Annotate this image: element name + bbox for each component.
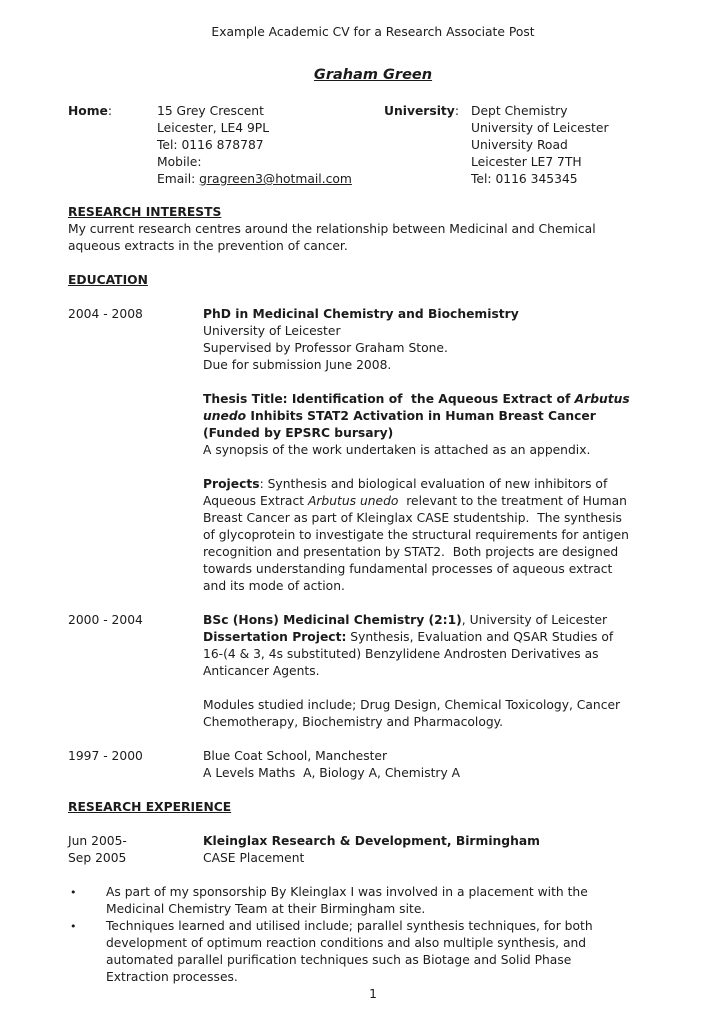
text-run: Inhibits STAT2 Activation in Human Breast Cancer <box>246 409 596 423</box>
text-line: and its mode of action. <box>203 579 345 593</box>
text-line: Dept Chemistry <box>471 104 568 118</box>
research-experience-heading: RESEARCH EXPERIENCE <box>68 800 232 814</box>
bullet-text <box>106 884 678 918</box>
text-line: A Levels Maths A, Biology A, Chemistry A <box>203 766 461 780</box>
home-address <box>157 103 384 188</box>
text-line: Extraction processes. <box>106 970 238 984</box>
entry-dates: 2000 - 2004 <box>68 613 143 627</box>
text-run: Synthesis, Evaluation and QSAR Studies of <box>346 630 614 644</box>
text-line: My current research centres around the relationship between Medicinal and Chemical <box>68 222 596 236</box>
text-line: of glycoprotein to investigate the structural requirements for antigen <box>203 528 629 542</box>
entry-body <box>203 748 678 782</box>
section-research-interests <box>68 204 678 255</box>
text-line: Modules studied include; Drug Design, Chemical Toxicology, Cancer <box>203 698 621 712</box>
text-line: recognition and presentation by STAT2. Both projects are designed <box>203 545 619 559</box>
entry-dates: 2004 - 2008 <box>68 307 143 321</box>
text-line: Anticancer Agents. <box>203 664 320 678</box>
research-interests-heading: RESEARCH INTERESTS <box>68 205 222 219</box>
text-run: : <box>107 104 113 118</box>
text-run: : Synthesis and biological evaluation of new inhibitors of <box>259 477 608 491</box>
text-line: automated parallel purification techniques such as Biotage and Solid Phase <box>106 953 572 967</box>
bullet-icon: • <box>70 886 77 899</box>
home-label <box>68 103 157 188</box>
university-label <box>384 103 471 188</box>
text-line: Techniques learned and utilised include; parallel synthesis techniques, for both <box>106 919 593 933</box>
text-run: PhD in Medicinal Chemistry and Biochemistry <box>203 307 519 321</box>
text-line: University Road <box>471 138 568 152</box>
bsc-modules-paragraph <box>203 697 678 731</box>
text-line <box>203 476 678 493</box>
email-line <box>157 171 384 188</box>
text-line <box>203 612 678 629</box>
text-run: Kleinglax Research & Development, Birmingham <box>203 834 540 848</box>
education-entry-phd <box>68 306 678 595</box>
contact-block <box>68 103 678 188</box>
text-run: , University of Leicester <box>461 613 608 627</box>
text-line: 16-(4 & 3, 4s substituted) Benzylidene Androsten Derivatives as <box>203 647 599 661</box>
entry-body <box>203 833 678 867</box>
text-line: Leicester, LE4 9PL <box>157 121 270 135</box>
experience-bullet-list <box>68 884 678 986</box>
section-research-experience <box>68 799 678 986</box>
education-heading: EDUCATION <box>68 273 148 287</box>
text-line: development of optimum reaction conditions and also multiple synthesis, and <box>106 936 587 950</box>
bullet-text <box>106 918 678 986</box>
entry-body <box>203 306 678 595</box>
home-address-lines <box>157 103 384 171</box>
placement-paragraph <box>203 833 678 867</box>
text-run: relevant to the treatment of Human <box>398 494 627 508</box>
text-line: Jun 2005- <box>68 834 127 848</box>
text-run: Aqueous Extract <box>203 494 308 508</box>
text-line: Leicester LE7 7TH <box>471 155 582 169</box>
list-item <box>68 918 678 986</box>
text-line: A synopsis of the work undertaken is attached as an appendix. <box>203 443 591 457</box>
text-line: As part of my sponsorship By Kleinglax I was involved in a placement with the <box>106 885 588 899</box>
entry-dates <box>68 833 203 867</box>
text-line: Breast Cancer as part of Kleinglax CASE studentship. The synthesis <box>203 511 622 525</box>
text-line: Tel: 0116 345345 <box>471 172 578 186</box>
text-run: BSc (Hons) Medicinal Chemistry (2:1) <box>203 613 462 627</box>
education-entry-bsc <box>68 612 678 731</box>
text-run: Projects <box>203 477 260 491</box>
text-run: (Funded by EPSRC bursary) <box>203 426 394 440</box>
text-line: CASE Placement <box>203 851 305 865</box>
text-run: Thesis Title: Identification of the Aqueous Extract of <box>203 392 575 406</box>
page-number: 1 <box>369 987 377 1001</box>
text-line <box>203 493 678 510</box>
entry-body <box>203 612 678 731</box>
phd-degree-paragraph <box>203 306 678 374</box>
phd-thesis-paragraph <box>203 391 678 459</box>
list-item <box>68 884 678 918</box>
phd-projects-paragraph <box>203 476 678 595</box>
text-line <box>203 833 678 850</box>
text-line: Mobile: <box>157 155 202 169</box>
section-education <box>68 272 678 782</box>
text-line <box>384 103 471 120</box>
text-run: Dissertation Project: <box>203 630 347 644</box>
experience-entry-kleinglax <box>68 833 678 867</box>
text-line: aqueous extracts in the prevention of cancer. <box>68 239 348 253</box>
candidate-name-text: Graham Green <box>313 67 433 83</box>
text-line: Chemotherapy, Biochemistry and Pharmacology. <box>203 715 504 729</box>
education-entry-school <box>68 748 678 782</box>
text-line <box>203 629 678 646</box>
university-address <box>471 103 678 188</box>
text-line: Medicinal Chemistry Team at their Birmingham site. <box>106 902 426 916</box>
text-run: Arbutus unedo <box>307 494 399 508</box>
text-line: 15 Grey Crescent <box>157 104 264 118</box>
bsc-degree-paragraph <box>203 612 678 680</box>
text-line <box>203 306 678 323</box>
research-interests-body <box>68 221 678 255</box>
bullet-icon: • <box>70 920 77 933</box>
email-link[interactable]: gragreen3@hotmail.com <box>199 172 352 186</box>
text-line <box>203 408 678 425</box>
text-run: University <box>384 104 455 118</box>
text-line <box>203 391 678 408</box>
text-line: Sep 2005 <box>68 851 127 865</box>
text-line: University of Leicester <box>471 121 609 135</box>
entry-dates: 1997 - 2000 <box>68 749 143 763</box>
email-label: Email: <box>157 172 200 186</box>
document-header-note: Example Academic CV for a Research Associate Post <box>211 25 535 39</box>
text-line: towards understanding fundamental processes of aqueous extract <box>203 562 613 576</box>
text-line: University of Leicester <box>203 324 341 338</box>
candidate-name <box>68 65 678 85</box>
text-run: unedo <box>203 409 247 423</box>
text-run: : <box>454 104 459 118</box>
text-line: Due for submission June 2008. <box>203 358 392 372</box>
school-paragraph <box>203 748 678 782</box>
text-run: Home <box>68 104 108 118</box>
text-line: Tel: 0116 878787 <box>157 138 264 152</box>
text-line <box>203 425 678 442</box>
text-line: Supervised by Professor Graham Stone. <box>203 341 448 355</box>
text-line: Blue Coat School, Manchester <box>203 749 388 763</box>
text-run: Arbutus <box>574 392 630 406</box>
text-line <box>68 103 157 120</box>
